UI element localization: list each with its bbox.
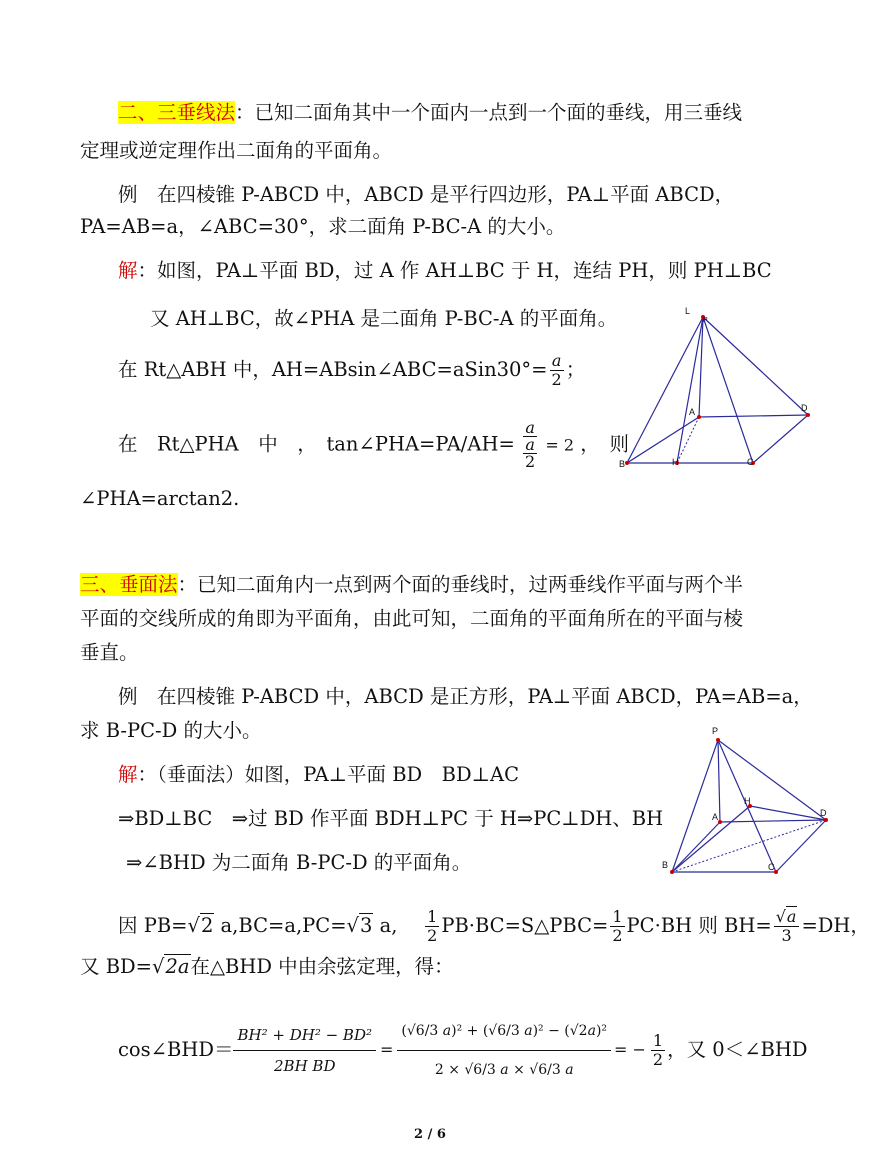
s3-intro-c: 垂直。	[80, 641, 139, 664]
frac-half-2: $\frac{1}{2}$	[612, 907, 623, 945]
s2-solution-a: 解：如图，PA⊥平面 BD，过 A 作 AH⊥BC 于 H，连结 PH，则 PH⊥BC	[118, 259, 772, 282]
s2-example-a: 例 在四棱锥 P-ABCD 中，ABCD 是平行四边形，PA⊥平面 ABCD，	[118, 183, 735, 206]
fig1-label-a: A	[689, 407, 696, 417]
s3-example-a: 例 在四棱锥 P-ABCD 中，ABCD 是正方形，PA⊥平面 ABCD，PA=AB=a，	[118, 685, 813, 708]
frac-sqrt-a-3: $\frac{√a}{3}$	[774, 908, 800, 945]
fig1-label-p: P	[703, 317, 708, 324]
fig1-label-h: H	[672, 457, 679, 467]
s2-solution-e: ∠PHA=arctan2.	[80, 487, 240, 510]
fig2-label-a: A	[712, 812, 719, 822]
fig1-label-b: B	[619, 459, 626, 469]
s3-example-b: 求 B-PC-D 的大小。	[80, 719, 262, 742]
s3-heading: 三、垂面法	[80, 573, 178, 596]
s2-solution-c: 在 Rt△ABH 中，AH=ABsin∠ABC=aSin30°= $\frac{a}{2}$ ；	[118, 351, 586, 389]
page-number: 2 / 6	[414, 1127, 446, 1142]
cos-formula-fraction: $\frac{\text{BH² + DH² − BD²}}{\text{2BH BD}}$	[233, 1022, 376, 1079]
pyramid-figure-1	[615, 305, 815, 475]
s2-example-b: PA=AB=a，∠ABC=30°，求二面角 P-BC-A 的大小。	[80, 215, 566, 238]
s2-solution-b: 又 AH⊥BC，故∠PHA 是二面角 P-BC-A 的平面角。	[150, 307, 618, 330]
s3-solution-a: 解：（垂面法）如图，PA⊥平面 BD BD⊥AC	[118, 763, 519, 786]
frac-half-1: $\frac{1}{2}$	[427, 907, 438, 945]
fig2-label-c: C	[768, 862, 775, 872]
s2-heading-line: 二、三垂线法：已知二面角其中一个面内一点到一个面的垂线，用三垂线	[118, 101, 743, 124]
s2-solution-d: 在 Rt△PHA 中 ， tan∠PHA=PA/AH= a a 2 = 2 ， 则	[118, 418, 630, 471]
s2-frac-nested: a a 2	[525, 418, 536, 471]
s3-solution-b: ⇒BD⊥BC ⇒过 BD 作平面 BDH⊥PC 于 H⇒PC⊥DH、BH	[118, 807, 664, 830]
fig1-label-d: D	[801, 403, 808, 413]
cos-numeric-fraction: $\frac{\text{(√6/3 a)² + (√6/3 a)² − (√2a)²}}{2 \times √6/3 a \times √6/3 a}$	[397, 1018, 611, 1083]
s3-solution-c: ⇒∠BHD 为二面角 B-PC-D 的平面角。	[126, 851, 472, 874]
s3-cos-line: cos∠BHD＝ $\frac{\text{BH² + DH² − BD²}}{\text{2BH BD}}$ = $\frac{\text{(√6/3 a)² + (√6/3 a)² − (√2a)²}}{2 \times √6/3 a \times √6/3 a}$ = − $\frac{1}{2}$ ，又 0＜∠BHD	[118, 1004, 808, 1096]
s3-heading-line: 三、垂面法：已知二面角内一点到两个面的垂线时，过两垂线作平面与两个半	[80, 573, 744, 596]
s3-intro-b: 平面的交线所成的角即为平面角，由此可知，二面角的平面角所在的平面与棱	[80, 607, 744, 630]
fig1-label-c: C	[747, 457, 754, 467]
fig2-label-d: D	[820, 808, 827, 818]
fig2-label-b: B	[662, 860, 669, 870]
s2-heading: 二、三垂线法	[118, 101, 236, 124]
fig2-label-h: H	[744, 796, 751, 806]
s3-bd-line: 又 BD=√2a在△BHD 中由余弦定理，得：	[80, 955, 454, 978]
s2-intro-b: 定理或逆定理作出二面角的平面角。	[80, 139, 393, 162]
s3-solution-label: 解	[118, 763, 138, 786]
s2-frac-a-2: $\frac{a}{2}$	[551, 351, 562, 389]
s3-pb-line: 因 PB=√2 a,BC=a,PC=√3 a, $\frac{1}{2}$ PB·BC=S△PBC= $\frac{1}{2}$ PC·BH 则 BH= $\frac{√a}{3}$ =DH，	[118, 907, 870, 945]
fig2-label-p: P	[712, 726, 719, 736]
fig1-label-l: L	[685, 306, 691, 316]
pyramid-figure-2	[658, 722, 838, 880]
frac-minus-half: $\frac{1}{2}$	[652, 1030, 664, 1069]
s2-solution-label: 解	[118, 259, 138, 282]
